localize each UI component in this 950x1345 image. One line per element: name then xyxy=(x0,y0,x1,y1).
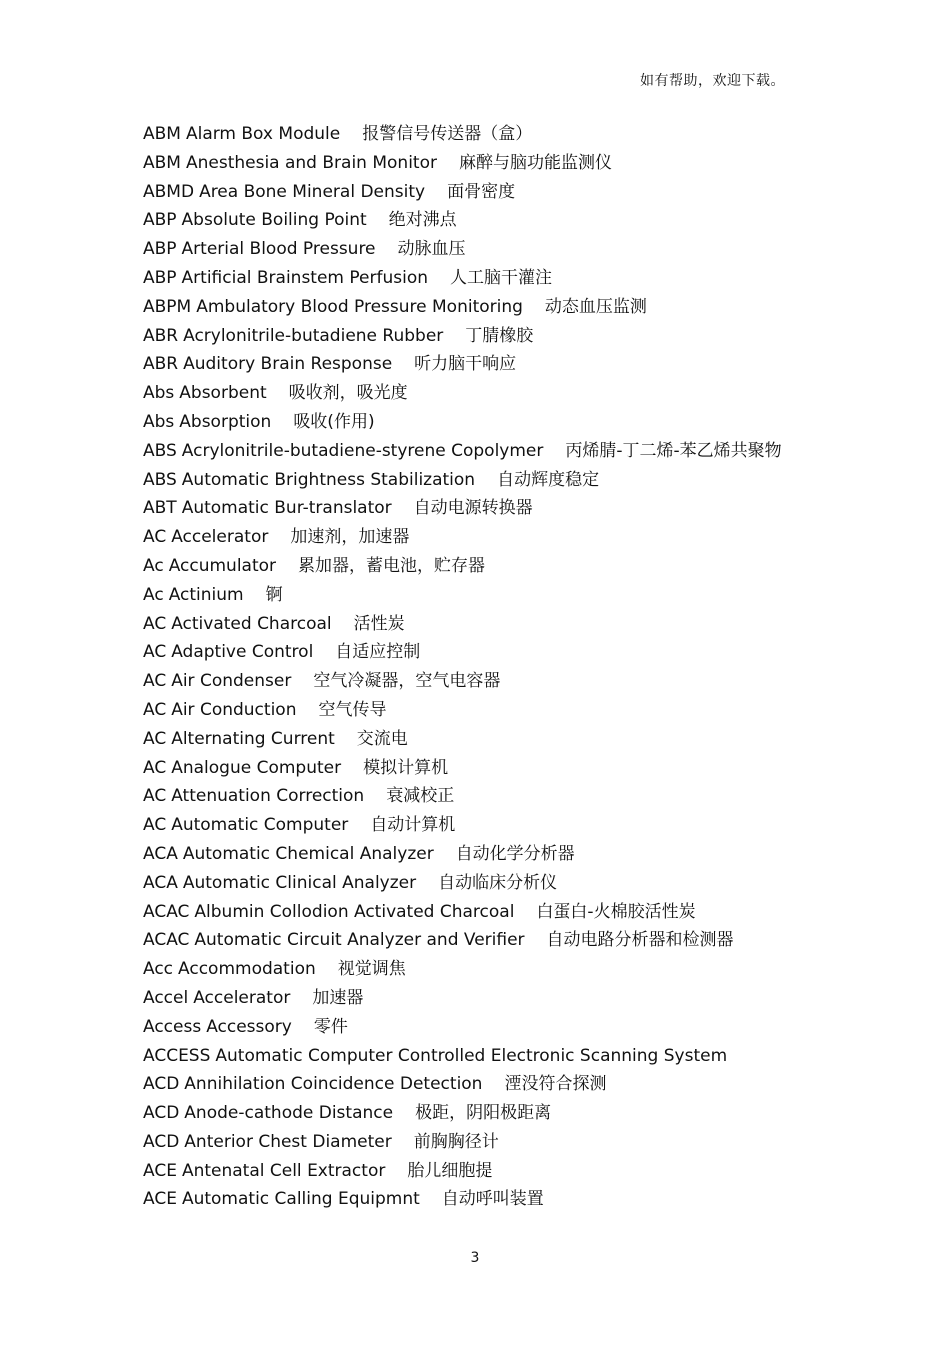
entry-translation: 吸收(作用) xyxy=(293,411,375,432)
entry-translation: 吸收剂，吸光度 xyxy=(288,383,408,404)
entry-term: Accelerator xyxy=(171,527,269,548)
entry-term: Automatic Computer xyxy=(171,815,349,836)
entry-abbreviation: ABR xyxy=(143,354,179,375)
entry-abbreviation: AC xyxy=(143,815,167,836)
entry-translation: 活性炭 xyxy=(353,613,405,634)
glossary-entry xyxy=(143,667,843,696)
entry-abbreviation: Ac xyxy=(143,584,164,605)
entry-term: Acrylonitrile-butadiene Rubber xyxy=(183,325,444,346)
entry-translation: 加速器 xyxy=(312,987,364,1008)
entry-abbreviation: AC xyxy=(143,757,167,778)
entry-translation: 交流电 xyxy=(356,728,408,749)
glossary-entry xyxy=(143,322,843,351)
entry-abbreviation: ABPM xyxy=(143,296,192,317)
entry-translation: 自动计算机 xyxy=(370,815,456,836)
glossary-entry xyxy=(143,725,843,754)
entry-term: Absorbent xyxy=(179,383,267,404)
entry-term: Automatic Clinical Analyzer xyxy=(182,872,417,893)
page-number: 3 xyxy=(470,1250,480,1266)
entry-translation: 自动化学分析器 xyxy=(455,843,575,864)
entry-abbreviation: AC xyxy=(143,527,167,548)
glossary-entry xyxy=(143,437,843,466)
entry-translation: 报警信号传送器（盒） xyxy=(362,124,533,144)
entry-translation: 极距，阴阳极距离 xyxy=(415,1103,552,1124)
entry-abbreviation: ABT xyxy=(143,498,177,519)
glossary-entry xyxy=(143,494,843,523)
entry-term: Antenatal Cell Extractor xyxy=(181,1160,386,1181)
glossary-entry xyxy=(143,840,843,869)
entry-translation: 锕 xyxy=(265,584,283,605)
entry-abbreviation: ABR xyxy=(143,325,179,346)
glossary-entry xyxy=(143,264,843,293)
glossary-entry xyxy=(143,1128,843,1157)
entry-term: Albumin Collodion Activated Charcoal xyxy=(194,901,515,922)
glossary-entry xyxy=(143,1185,843,1214)
entry-translation: 空气冷凝器，空气电容器 xyxy=(313,671,501,692)
entry-translation: 面骨密度 xyxy=(447,181,516,202)
entry-term: Accessory xyxy=(206,1016,292,1037)
entry-abbreviation: ACA xyxy=(143,843,178,864)
entry-term: Adaptive Control xyxy=(171,642,314,663)
entry-translation: 动脉血压 xyxy=(397,239,466,260)
glossary-entry xyxy=(143,178,843,207)
glossary-entry xyxy=(143,898,843,927)
entry-abbreviation: ABMD xyxy=(143,181,195,202)
entry-abbreviation: ABP xyxy=(143,239,177,260)
entry-term: Artificial Brainstem Perfusion xyxy=(181,267,428,288)
entry-translation: 加速剂，加速器 xyxy=(290,527,410,548)
entry-abbreviation: ACD xyxy=(143,1131,180,1152)
entry-term: Automatic Brightness Stabilization xyxy=(181,469,476,490)
entry-translation: 自适应控制 xyxy=(335,642,421,663)
entry-abbreviation: AC xyxy=(143,613,167,634)
entry-term: Auditory Brain Response xyxy=(183,354,393,375)
glossary-entry xyxy=(143,552,843,581)
entry-term: Arterial Blood Pressure xyxy=(181,239,376,260)
entry-abbreviation: ACD xyxy=(143,1074,180,1095)
entry-term: Absorption xyxy=(179,411,272,432)
entry-abbreviation: AC xyxy=(143,786,167,807)
glossary-entry xyxy=(143,1013,843,1042)
entry-term: Acrylonitrile-butadiene-styrene Copolymer xyxy=(181,440,544,461)
entry-abbreviation: AC xyxy=(143,728,167,749)
entry-abbreviation: ACE xyxy=(143,1189,177,1210)
entry-translation: 模拟计算机 xyxy=(363,757,449,778)
entry-abbreviation: ACA xyxy=(143,872,178,893)
entry-term: Actinium xyxy=(168,584,244,605)
glossary-entry xyxy=(143,466,843,495)
entry-abbreviation: ABS xyxy=(143,440,177,461)
entry-term: Automatic Chemical Analyzer xyxy=(182,843,434,864)
entry-term: Anterior Chest Diameter xyxy=(184,1131,392,1152)
glossary-entry xyxy=(143,1042,843,1071)
entry-abbreviation: AC xyxy=(143,671,167,692)
glossary-entry xyxy=(143,926,843,955)
entry-term: Attenuation Correction xyxy=(171,786,365,807)
entry-term: Alarm Box Module xyxy=(185,124,341,144)
glossary-entry xyxy=(143,1099,843,1128)
entry-abbreviation: ABP xyxy=(143,267,177,288)
entry-abbreviation: Abs xyxy=(143,383,175,404)
entry-term: Activated Charcoal xyxy=(171,613,332,634)
entry-translation: 丁腈橡胶 xyxy=(465,325,534,346)
entry-abbreviation: AC xyxy=(143,642,167,663)
header-note: 如有帮助，欢迎下载。 xyxy=(640,73,785,89)
glossary-entry xyxy=(143,408,843,437)
glossary-entry xyxy=(143,754,843,783)
entry-term: Automatic Bur-translator xyxy=(181,498,392,519)
entry-translation: 麻醉与脑功能监测仪 xyxy=(458,152,612,173)
glossary-entry xyxy=(143,1157,843,1186)
entry-translation: 空气传导 xyxy=(318,699,387,720)
entry-abbreviation: ABS xyxy=(143,469,177,490)
glossary-entry xyxy=(143,955,843,984)
glossary-entry xyxy=(143,149,843,178)
entry-abbreviation: ACAC xyxy=(143,930,190,951)
glossary-entry xyxy=(143,523,843,552)
entry-translation: 丙烯腈-丁二烯-苯乙烯共聚物 xyxy=(565,440,782,461)
glossary-entry xyxy=(143,638,843,667)
glossary-list xyxy=(143,120,843,1214)
glossary-entry xyxy=(143,782,843,811)
entry-translation: 前胸胸径计 xyxy=(413,1131,499,1152)
entry-abbreviation: ACE xyxy=(143,1160,177,1181)
entry-translation: 绝对沸点 xyxy=(388,210,457,231)
entry-term: Ambulatory Blood Pressure Monitoring xyxy=(196,296,523,317)
entry-abbreviation: ABM xyxy=(143,152,181,173)
entry-translation: 视觉调焦 xyxy=(337,959,406,980)
glossary-entry xyxy=(143,869,843,898)
entry-term: Area Bone Mineral Density xyxy=(199,181,426,202)
glossary-entry xyxy=(143,206,843,235)
entry-term: Accommodation xyxy=(178,959,316,980)
entry-translation: 零件 xyxy=(313,1016,348,1037)
entry-term: Automatic Computer Controlled Electronic Scanning System xyxy=(215,1045,728,1066)
entry-term: Anode-cathode Distance xyxy=(184,1103,394,1124)
entry-translation: 自动临床分析仪 xyxy=(438,872,558,893)
entry-translation: 自动呼叫装置 xyxy=(441,1189,544,1210)
entry-term: Air Condenser xyxy=(171,671,292,692)
glossary-entry xyxy=(143,811,843,840)
entry-abbreviation: ABP xyxy=(143,210,177,231)
entry-term: Accelerator xyxy=(193,987,291,1008)
entry-translation: 白蛋白-火棉胶活性炭 xyxy=(536,901,696,922)
glossary-entry xyxy=(143,581,843,610)
entry-abbreviation: Access xyxy=(143,1016,202,1037)
glossary-entry xyxy=(143,379,843,408)
glossary-entry xyxy=(143,610,843,639)
glossary-entry xyxy=(143,696,843,725)
entry-translation: 胎儿细胞提 xyxy=(407,1160,493,1181)
entry-abbreviation: ACD xyxy=(143,1103,180,1124)
entry-abbreviation: ACAC xyxy=(143,901,190,922)
entry-abbreviation: Ac xyxy=(143,555,164,576)
entry-term: Analogue Computer xyxy=(171,757,342,778)
entry-term: Alternating Current xyxy=(171,728,335,749)
entry-translation: 动态血压监测 xyxy=(544,296,647,317)
entry-term: Absolute Boiling Point xyxy=(181,210,367,231)
entry-translation: 听力脑干响应 xyxy=(414,354,517,375)
entry-abbreviation: Acc xyxy=(143,959,174,980)
entry-term: Air Conduction xyxy=(171,699,297,720)
entry-abbreviation: Accel xyxy=(143,987,189,1008)
glossary-entry xyxy=(143,235,843,264)
entry-abbreviation: ACCESS xyxy=(143,1045,211,1066)
entry-term: Accumulator xyxy=(168,555,277,576)
entry-translation: 自动电路分析器和检测器 xyxy=(546,930,734,951)
glossary-entry xyxy=(143,350,843,379)
glossary-entry xyxy=(143,1070,843,1099)
entry-term: Anesthesia and Brain Monitor xyxy=(185,152,437,173)
entry-term: Automatic Calling Equipmnt xyxy=(181,1189,420,1210)
entry-translation: 自动电源转换器 xyxy=(413,498,533,519)
glossary-entry xyxy=(143,120,843,149)
entry-translation: 累加器，蓄电池，贮存器 xyxy=(298,555,486,576)
entry-abbreviation: Abs xyxy=(143,411,175,432)
entry-term: Automatic Circuit Analyzer and Verifier xyxy=(194,930,525,951)
entry-abbreviation: ABM xyxy=(143,124,181,144)
entry-abbreviation: AC xyxy=(143,699,167,720)
glossary-entry xyxy=(143,984,843,1013)
entry-translation: 人工脑干灌注 xyxy=(450,267,552,288)
entry-term: Annihilation Coincidence Detection xyxy=(184,1074,483,1095)
entry-translation: 自动辉度稳定 xyxy=(497,469,600,490)
entry-translation: 湮没符合探测 xyxy=(504,1074,607,1095)
entry-translation: 衰减校正 xyxy=(386,786,455,807)
glossary-entry xyxy=(143,293,843,322)
